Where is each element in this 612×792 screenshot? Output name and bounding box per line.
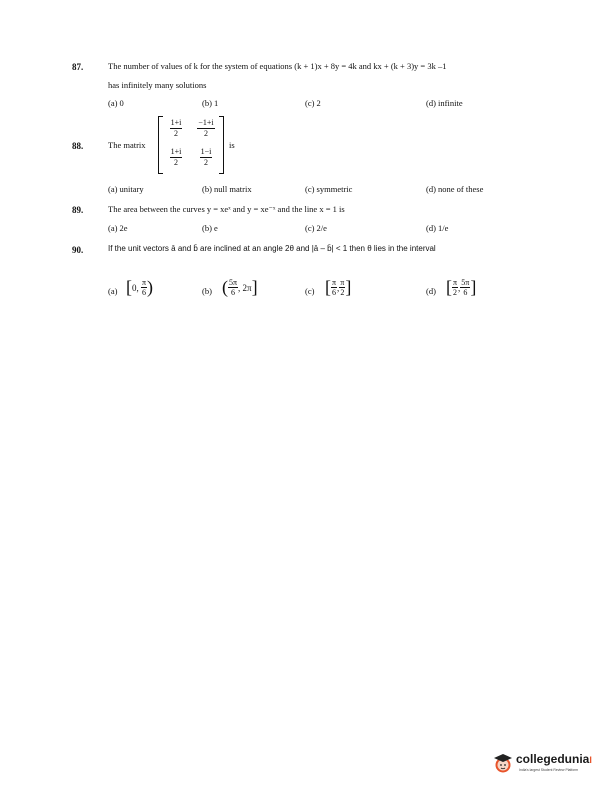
matrix-cell-12: −1+i 2 xyxy=(198,118,214,138)
matrix-left-bracket xyxy=(158,116,163,174)
q89-option-c: (c) 2/e xyxy=(305,223,327,233)
q88-option-d: (d) none of these xyxy=(426,184,484,194)
q88-option-a: (a) unitary xyxy=(108,184,144,194)
question-number-90: 90. xyxy=(72,245,84,255)
logo-wordmark: collegeduniaI xyxy=(516,752,592,766)
q90-option-b-interval: ( $\frac{5\pi}{6}$ , 2π ] xyxy=(222,277,258,297)
q87-option-a: (a) 0 xyxy=(108,98,124,108)
matrix-cell-11: 1+i 2 xyxy=(170,118,182,138)
q88-option-b: (b) null matrix xyxy=(202,184,252,194)
q90-option-c-interval: [ $\frac{\pi}{6}$ , $\frac{\pi}{2}$ ] xyxy=(325,277,352,297)
q90-option-a-label: (a) xyxy=(108,286,118,296)
question-87-text-line2: has infinitely many solutions xyxy=(108,80,207,90)
q89-option-a: (a) 2e xyxy=(108,223,128,233)
q89-option-d: (d) 1/e xyxy=(426,223,449,233)
question-number-87: 87. xyxy=(72,62,84,72)
q87-option-d: (d) infinite xyxy=(426,98,463,108)
matrix-cell-22: 1−i 2 xyxy=(200,147,212,167)
question-88-prefix: The matrix xyxy=(108,140,146,150)
q90-option-b-label: (b) xyxy=(202,286,212,296)
matrix xyxy=(158,116,224,174)
q90-option-d-label: (d) xyxy=(426,286,436,296)
question-88-suffix: is xyxy=(229,140,235,150)
q87-option-c: (c) 2 xyxy=(305,98,321,108)
graduate-mascot-icon xyxy=(492,752,514,774)
q88-option-c: (c) symmetric xyxy=(305,184,353,194)
question-number-89: 89. xyxy=(72,205,84,215)
matrix-cell-21: 1+i 2 xyxy=(170,147,182,167)
question-89-text: The area between the curves y = xeˣ and y = xe⁻ˣ and the line x = 1 is xyxy=(108,204,345,214)
question-number-88: 88. xyxy=(72,141,84,151)
question-87-text-line1: The number of values of k for the system of equations (k + 1)x + 8y = 4k and kx + (k + 3)y = 3k –1 xyxy=(108,61,447,71)
q90-option-c-label: (c) xyxy=(305,286,315,296)
collegedunia-logo xyxy=(492,750,604,778)
q90-option-d-interval: [ $\frac{\pi}{2}$ , $\frac{5\pi}{6}$ ] xyxy=(446,277,477,297)
q89-option-b: (b) e xyxy=(202,223,218,233)
question-90-text: If the unit vectors ā and b̄ are inclined at an angle 2θ and |ā – b̄| < 1 then θ lies in the interval xyxy=(108,244,436,253)
q90-option-a-interval: [ 0 , $\frac{\pi}{6}$ ) xyxy=(126,277,154,297)
logo-tagline: India's largest Student Review Platform xyxy=(519,768,579,772)
q87-option-b: (b) 1 xyxy=(202,98,219,108)
